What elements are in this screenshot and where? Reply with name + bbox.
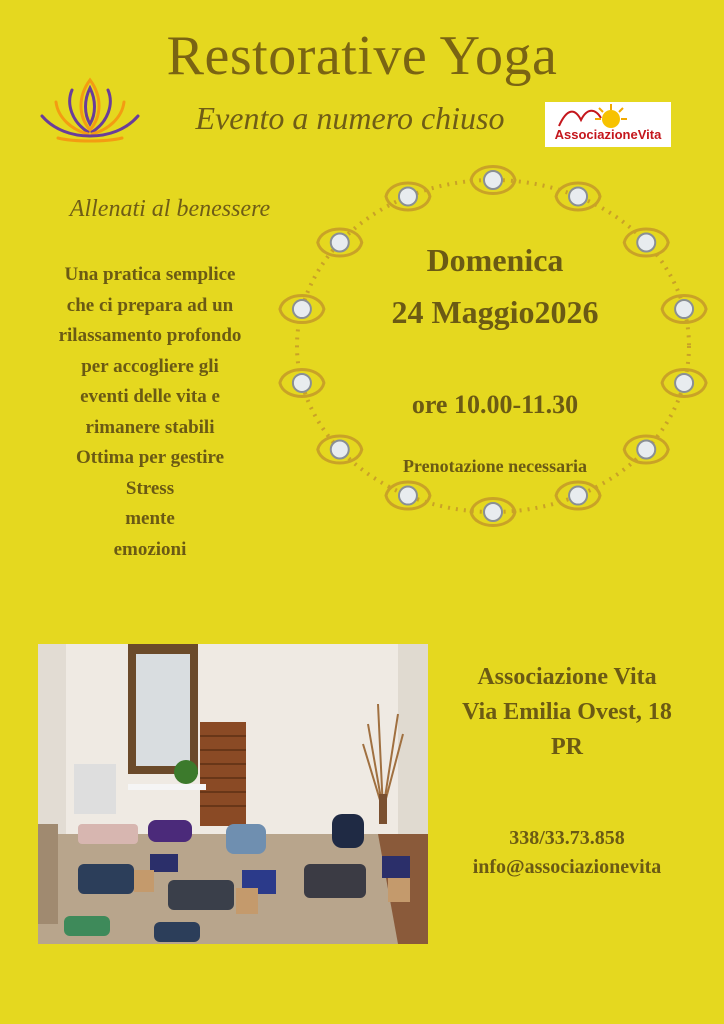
contacts (436, 824, 698, 882)
event-time: ore 10.00-11.30 (411, 390, 579, 419)
frame-ornament (471, 167, 515, 194)
lotus-icon (38, 72, 142, 144)
frame-ornament (556, 183, 600, 210)
frame-ornament (386, 482, 430, 509)
description-line: eventi delle vita e (80, 386, 220, 407)
address-line: PR (551, 734, 583, 760)
gem-icon (399, 487, 417, 505)
gem-icon (675, 300, 693, 318)
description-line: che ci prepara ad un (66, 294, 234, 316)
frame-ornament (280, 296, 324, 323)
address (436, 660, 698, 765)
description-line: per accogliere gli (81, 355, 219, 377)
email-address: info@associazionevita (472, 856, 662, 878)
gem-icon (675, 374, 693, 392)
description-line: Una pratica semplice (64, 264, 236, 285)
description (18, 260, 282, 565)
description-line: Stress (125, 477, 175, 499)
association-logo (545, 102, 671, 147)
event-subtitle: Evento a numero chiuso (195, 100, 505, 136)
booking-note: Prenotazione necessaria (402, 456, 588, 476)
event-date: 24 Maggio2026 (391, 294, 599, 330)
page-title: Restorative Yoga (166, 25, 558, 87)
gem-icon (293, 300, 311, 318)
tagline: Allenati al benessere (69, 196, 271, 222)
frame-ornament (662, 369, 706, 396)
logo-text: AssociazioneVita (554, 127, 662, 142)
gem-icon (484, 171, 502, 189)
description-line: rilassamento profondo (58, 325, 242, 346)
frame-ornament (386, 183, 430, 210)
yoga-room-photo (38, 644, 428, 944)
gem-icon (293, 374, 311, 392)
frame-ornament (662, 296, 706, 323)
frame-ornament (280, 369, 324, 396)
address-line: Via Emilia Ovest, 18 (462, 699, 672, 725)
phone-number: 338/33.73.858 (509, 827, 625, 849)
address-line: Associazione Vita (477, 664, 657, 690)
gem-icon (569, 487, 587, 505)
gem-icon (399, 187, 417, 205)
description-line: emozioni (113, 538, 187, 560)
event-day: Domenica (426, 242, 564, 278)
gem-icon (484, 503, 502, 521)
frame-ornament (556, 482, 600, 509)
gem-icon (569, 187, 587, 205)
description-line: mente (125, 508, 175, 529)
frame-ornament (471, 499, 515, 526)
description-line: Ottima per gestire (75, 447, 225, 468)
description-line: rimanere stabili (85, 416, 215, 438)
